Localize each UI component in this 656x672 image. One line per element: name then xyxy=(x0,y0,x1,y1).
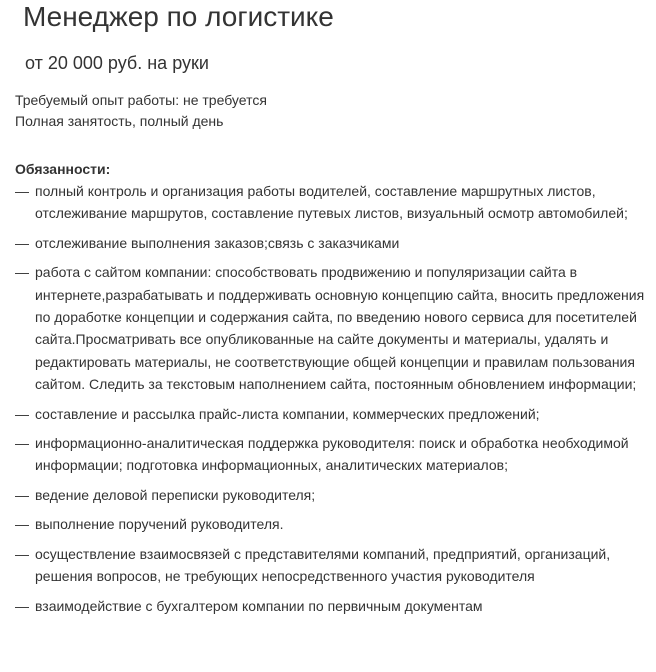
list-item xyxy=(15,513,645,535)
list-item xyxy=(15,484,645,506)
dash-marker: — xyxy=(15,183,29,199)
dash-marker: — xyxy=(15,486,29,503)
duty-text: ведение деловой переписки руководителя; xyxy=(35,486,316,503)
dash-marker: — xyxy=(15,597,29,614)
list-item xyxy=(15,180,645,225)
duty-text: информационно-аналитическая поддержка руководителя: поиск и обработка необходимой информации; подготовка информационных, аналитических материалов; xyxy=(35,435,629,474)
employment-type: Полная занятость, полный день xyxy=(15,113,224,129)
duty-text: выполнение поручений руководителя. xyxy=(35,516,284,533)
list-item xyxy=(15,595,645,617)
vacancy-meta xyxy=(15,90,267,132)
duty-text: полный контроль и организация работы водителей, составление маршрутных листов, отслеживание маршрутов, составление путевых листов, визуальный осмотр автомобилей; xyxy=(35,183,628,222)
list-item xyxy=(15,261,645,395)
duties-list xyxy=(15,180,645,624)
vacancy-salary: от 20 000 руб. на руки xyxy=(25,53,209,73)
dash-marker: — xyxy=(15,516,29,533)
duty-text: взаимодействие с бухгалтером компании по первичным документам xyxy=(35,597,483,614)
duties-heading: Обязанности: xyxy=(15,161,111,177)
dash-marker: — xyxy=(15,405,29,422)
duty-text: работа с сайтом компании: способствовать продвижению и популяризации сайта в интернете,разрабатывать и поддерживать основную концепцию сайта, вносить предложения по доработке концепции и содержания сайта, по введению нового сервиса для посетителей сайта.Просматривать все опубликованные на сайте документы и материалы, удалять и редактировать материалы, не соответствующие общей концепции и правилам пользования сайтом. Следить за текстовым наполнением сайта, постоянным обновлением информации; xyxy=(35,264,645,393)
list-item xyxy=(15,403,645,425)
list-item xyxy=(15,432,645,477)
list-item xyxy=(15,232,645,254)
list-item xyxy=(15,543,645,588)
duty-text: составление и рассылка прайс-листа компании, коммерческих предложений; xyxy=(35,405,540,422)
duty-text: осуществление взаимосвязей с представителями компаний, предприятий, организаций, решения вопросов, не требующих непосредственного участия руководителя xyxy=(35,545,611,585)
next-section-heading-cut xyxy=(15,656,19,672)
dash-marker: — xyxy=(15,234,29,251)
dash-marker: — xyxy=(15,435,29,452)
dash-marker: — xyxy=(15,264,29,281)
vacancy-title: Менеджер по логистике xyxy=(23,1,334,32)
experience-requirement: Требуемый опыт работы: не требуется xyxy=(15,92,267,108)
dash-marker: — xyxy=(15,545,29,562)
duty-text: отслеживание выполнения заказов;связь с заказчиками xyxy=(35,234,400,251)
